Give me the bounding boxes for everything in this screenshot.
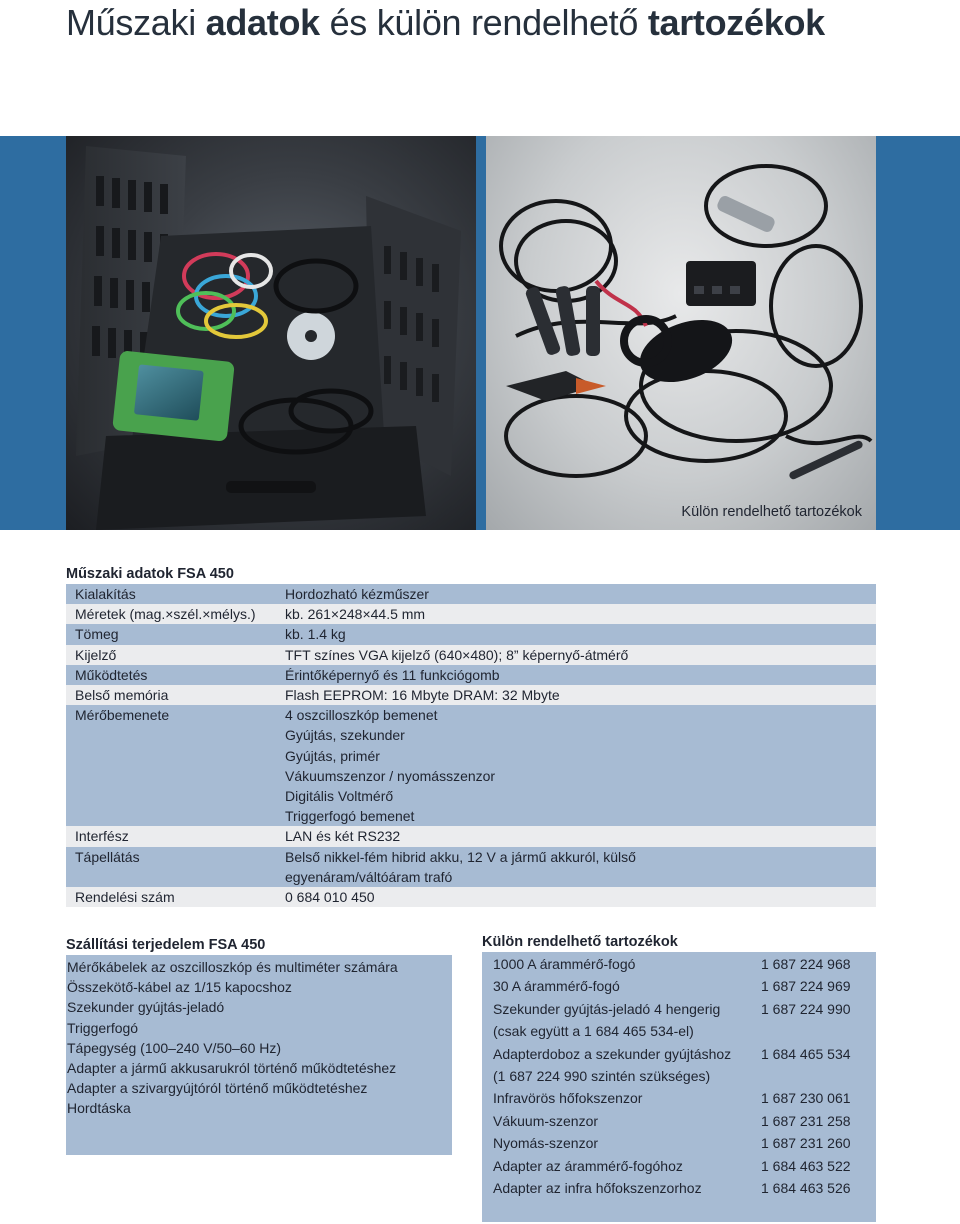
spec-label: Belső memória: [75, 687, 169, 704]
photo-caption: Külön rendelhető tartozékok: [681, 504, 862, 520]
list-item: Mérőkábelek az oszcilloszkóp és multiméter számára: [67, 959, 398, 975]
accessory-code: 1 687 230 061: [761, 1090, 851, 1107]
spec-row: [66, 806, 876, 826]
accessory-name: Adapter az árammérő-fogóhoz: [493, 1157, 683, 1174]
accessory-code: 1 687 224 968: [761, 956, 851, 972]
spec-row: [66, 624, 876, 644]
product-case-photo: [66, 136, 476, 530]
accessory-name: 30 A árammérő-fogó: [493, 978, 620, 995]
spec-label: [66, 766, 285, 786]
accessory-code: 1 687 231 258: [761, 1112, 851, 1129]
table-row: [482, 1087, 876, 1109]
spec-label: Tömeg: [75, 626, 119, 643]
spec-label: Kijelző: [75, 646, 117, 663]
table-row: [482, 975, 876, 997]
table-row: [482, 998, 876, 1020]
accessory-name: Nyomás-szenzor: [493, 1135, 599, 1152]
spec-row: [66, 766, 876, 786]
spec-value: Vákuumszenzor / nyomásszenzor: [285, 767, 496, 784]
accessory-name: Adapterdoboz a szekunder gyújtáshoz: [493, 1045, 732, 1062]
spec-label: [66, 746, 285, 766]
spec-label: Mérőbemenete: [75, 707, 170, 724]
list-item: Adapter a jármű akkusarukról történő működtetéshez: [67, 1060, 397, 1077]
title-part-1: Műszaki: [66, 2, 206, 43]
accessory-code: 1 684 463 522: [761, 1157, 851, 1174]
list-item: Triggerfogó: [67, 1019, 139, 1036]
list-item: Hordtáska: [67, 1100, 131, 1117]
spec-label: Működtetés: [75, 666, 148, 683]
specs-heading: Műszaki adatok FSA 450: [66, 566, 234, 582]
spec-row: [66, 887, 876, 907]
spec-value: Triggerfogó bemenet: [285, 808, 415, 825]
accessories-photo: [486, 136, 876, 530]
table-row: [482, 1177, 876, 1199]
accessory-name: Infravörös hőfokszenzor: [493, 1090, 643, 1107]
accessories-table: [482, 952, 876, 1222]
spec-value: egyenáram/váltóáram trafó: [285, 868, 453, 885]
spec-value: 4 oszcilloszkóp bemenet: [285, 707, 438, 724]
table-row: [482, 953, 876, 975]
accessory-name: Szekunder gyújtás-jeladó 4 hengerig: [493, 1000, 721, 1017]
spec-row: [66, 604, 876, 624]
list-item: Tápegység (100–240 V/50–60 Hz): [67, 1039, 282, 1056]
spec-label: Kialakítás: [75, 586, 136, 602]
spec-label: [66, 786, 285, 806]
spec-value: Hordozható kézműszer: [285, 586, 429, 602]
spec-label: [66, 806, 285, 826]
specs-table: [66, 584, 876, 907]
accessories-illustration: [486, 136, 876, 530]
scope-list: [66, 955, 452, 1155]
spec-label: Rendelési szám: [75, 889, 175, 906]
list-item: Szekunder gyújtás-jeladó: [67, 999, 225, 1016]
spec-value: Gyújtás, szekunder: [285, 727, 405, 744]
scope-heading: Szállítási terjedelem FSA 450: [66, 937, 266, 953]
spec-label: [66, 725, 285, 745]
title-bold-1: adatok: [205, 2, 320, 43]
spec-value: Gyújtás, primér: [285, 747, 380, 764]
table-row: [482, 1132, 876, 1154]
table-row: [482, 1065, 876, 1087]
list-item: Összekötő-kábel az 1/15 kapocshoz: [67, 979, 292, 996]
title-bold-2: tartozékok: [647, 2, 825, 43]
spec-row: [66, 665, 876, 685]
spec-value: 0 684 010 450: [285, 889, 375, 906]
accessory-name: Adapter az infra hőfokszenzorhoz: [493, 1180, 702, 1197]
page-title: [66, 2, 825, 44]
spec-row: [66, 725, 876, 745]
spec-row: [66, 705, 876, 725]
spec-row: [66, 685, 876, 705]
spec-row: [66, 746, 876, 766]
spec-row: [66, 584, 876, 604]
spec-value: kb. 261×248×44.5 mm: [285, 606, 426, 623]
accessory-code: [761, 1065, 876, 1087]
spec-label: Tápellátás: [75, 848, 140, 865]
accessory-name: 1000 A árammérő-fogó: [493, 956, 636, 972]
spec-row: [66, 786, 876, 806]
spec-value: Érintőképernyő és 11 funkciógomb: [285, 666, 500, 683]
spec-label: Interfész: [75, 828, 129, 845]
spec-value: Digitális Voltmérő: [285, 788, 394, 805]
spec-row: [66, 867, 876, 887]
spec-row: [66, 645, 876, 665]
spec-label: [66, 867, 285, 887]
accessory-code: 1 684 463 526: [761, 1180, 851, 1197]
list-item: Adapter a szivargyújtóról történő működtetéshez: [67, 1080, 368, 1097]
table-row: [482, 1020, 876, 1042]
accessories-heading: Külön rendelhető tartozékok: [482, 934, 678, 950]
accessory-code: 1 687 231 260: [761, 1135, 851, 1152]
accessory-code: 1 684 465 534: [761, 1045, 851, 1062]
table-row: [482, 1043, 876, 1065]
spec-value: kb. 1.4 kg: [285, 626, 346, 643]
spec-row: [66, 826, 876, 846]
spec-label: Méretek (mag.×szél.×mélys.): [75, 606, 256, 623]
spec-value: LAN és két RS232: [285, 828, 401, 845]
table-row: [482, 1110, 876, 1132]
case-illustration: [66, 136, 476, 530]
title-part-2: és külön rendelhető: [319, 2, 648, 43]
accessory-name: Vákuum-szenzor: [493, 1112, 599, 1129]
accessory-name: (csak együtt a 1 684 465 534-el): [493, 1023, 694, 1040]
spec-value: Belső nikkel-fém hibrid akku, 12 V a jármű akkuról, külső: [285, 848, 636, 865]
spec-value: TFT színes VGA kijelző (640×480); 8” képernyő-átmérő: [285, 646, 629, 663]
spec-row: [66, 847, 876, 867]
table-row: [482, 1155, 876, 1177]
accessory-name: (1 687 224 990 szintén szükséges): [493, 1068, 711, 1085]
spec-value: Flash EEPROM: 16 Mbyte DRAM: 32 Mbyte: [285, 687, 560, 704]
accessory-code: 1 687 224 969: [761, 978, 851, 995]
accessory-code: 1 687 224 990: [761, 1000, 851, 1017]
accessory-code: [761, 1020, 876, 1042]
